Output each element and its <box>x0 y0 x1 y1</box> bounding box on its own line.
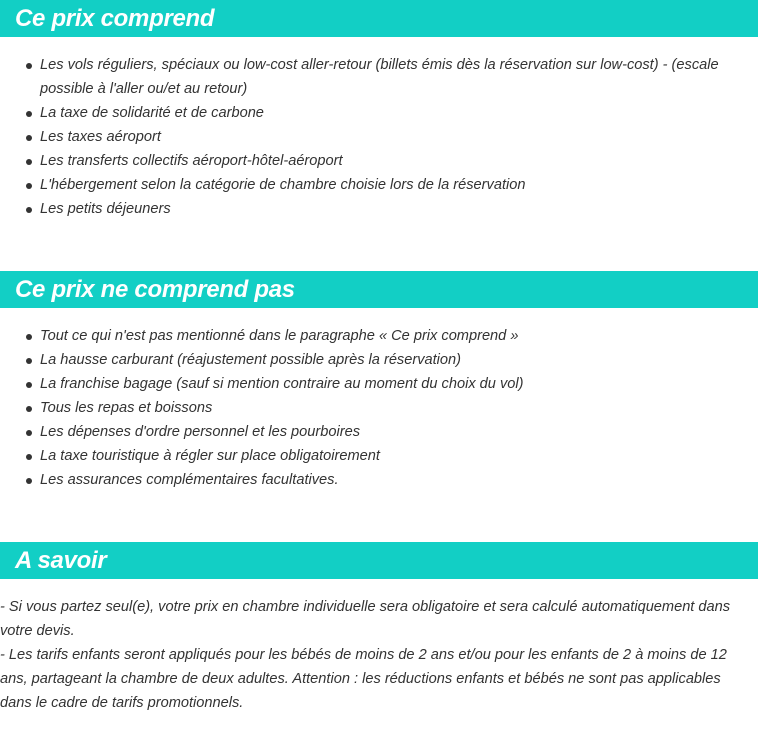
list-item: L'hébergement selon la catégorie de chambre choisie lors de la réservation <box>0 173 758 197</box>
excluded-list <box>0 324 758 492</box>
list-item: La hausse carburant (réajustement possible après la réservation) <box>0 348 758 372</box>
section-header-excluded: Ce prix ne comprend pas <box>0 271 758 308</box>
a-savoir-paragraph: - Les tarifs enfants seront appliqués pour les bébés de moins de 2 ans et/ou pour les enfants de 2 à moins de 12 ans, partageant la chambre de deux adultes. Attention : les réductions enfants et bébés ne sont pas applicables dans le cadre de tarifs promotionnels. <box>0 647 727 711</box>
list-item: Les taxes aéroport <box>0 125 758 149</box>
list-item: Tout ce qui n'est pas mentionné dans le paragraphe « Ce prix comprend » <box>0 324 758 348</box>
section-header-a-savoir: A savoir <box>0 542 758 579</box>
list-item: Les vols réguliers, spéciaux ou low-cost aller-retour (billets émis dès la réservation sur low-cost) - (escale possible à l'aller ou/et au retour) <box>0 53 758 101</box>
list-item: Les dépenses d'ordre personnel et les pourboires <box>0 420 758 444</box>
list-item: Les assurances complémentaires facultatives. <box>0 468 758 492</box>
a-savoir-paragraph: - Si vous partez seul(e), votre prix en chambre individuelle sera obligatoire et sera calculé automatiquement dans votre devis. <box>0 599 731 639</box>
list-item: La taxe de solidarité et de carbone <box>0 101 758 125</box>
list-item: Les transferts collectifs aéroport-hôtel-aéroport <box>0 149 758 173</box>
included-list <box>0 53 758 221</box>
list-item: La taxe touristique à régler sur place obligatoirement <box>0 444 758 468</box>
list-item: La franchise bagage (sauf si mention contraire au moment du choix du vol) <box>0 372 758 396</box>
list-item: Tous les repas et boissons <box>0 396 758 420</box>
list-item: Les petits déjeuners <box>0 197 758 221</box>
section-header-included: Ce prix comprend <box>0 0 758 37</box>
a-savoir-text <box>0 595 754 715</box>
